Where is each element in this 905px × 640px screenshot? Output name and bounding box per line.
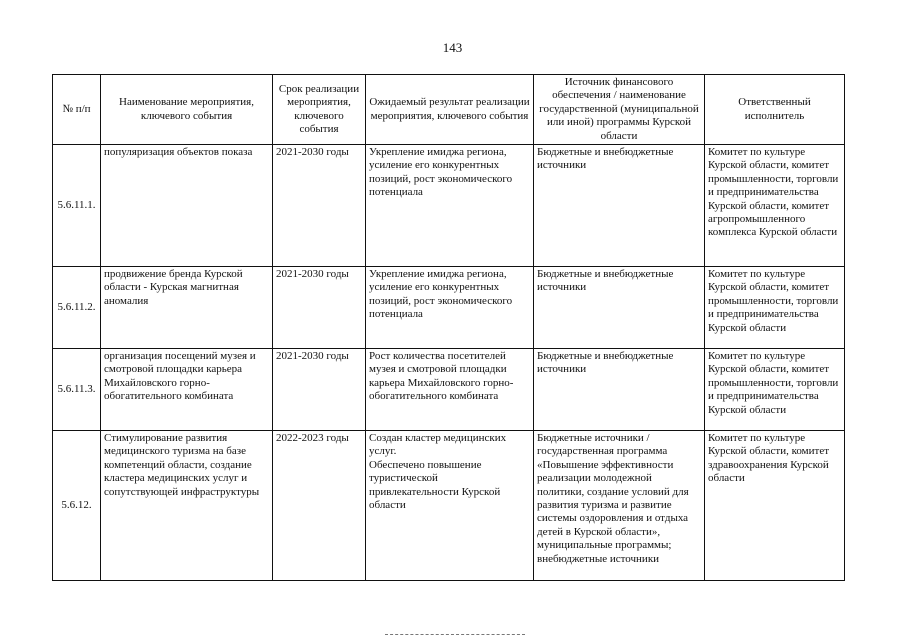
scan-artifact-line — [385, 634, 525, 637]
row-term: 2022-2023 годы — [273, 431, 366, 581]
header-source: Источник финансового обеспечения / наименование государственной (муниципальной или иной) программы Курской области — [534, 75, 705, 145]
row-term: 2021-2030 годы — [273, 349, 366, 431]
row-number: 5.6.11.3. — [53, 349, 101, 431]
row-source: Бюджетные и внебюджетные источники — [534, 349, 705, 431]
row-result: Создан кластер медицинских услуг. Обеспечено повышение туристической привлекательности Курской области — [366, 431, 534, 581]
row-executor: Комитет по культуре Курской области, комитет промышленности, торговли и предпринимательства Курской области, комитет агропромышленного комплекса Курской области — [705, 145, 845, 267]
row-executor: Комитет по культуре Курской области, комитет здравоохранения Курской области — [705, 431, 845, 581]
row-number: 5.6.12. — [53, 431, 101, 581]
page-number: 143 — [442, 40, 463, 55]
row-number: 5.6.11.1. — [53, 145, 101, 267]
header-term: Срок реализации мероприятия, ключевого события — [273, 75, 366, 145]
header-name: Наименование мероприятия, ключевого события — [101, 75, 273, 145]
row-result: Рост количества посетителей музея и смотровой площадки карьера Михайловского горно-обогатительного комбината — [366, 349, 534, 431]
table-row — [53, 267, 845, 349]
row-number: 5.6.11.2. — [53, 267, 101, 349]
row-term: 2021-2030 годы — [273, 267, 366, 349]
row-executor: Комитет по культуре Курской области, комитет промышленности, торговли и предпринимательства Курской области — [705, 267, 845, 349]
header-result: Ожидаемый результат реализации мероприятия, ключевого события — [366, 75, 534, 145]
row-name: организация посещений музея и смотровой площадки карьера Михайловского горно-обогатительного комбината — [101, 349, 273, 431]
table-row — [53, 145, 845, 267]
table-header-row — [53, 75, 845, 145]
row-name: продвижение бренда Курской области - Курская магнитная аномалия — [101, 267, 273, 349]
measures-table — [52, 74, 845, 581]
row-executor: Комитет по культуре Курской области, комитет промышленности, торговли и предпринимательства Курской области — [705, 349, 845, 431]
row-name: популяризация объектов показа — [101, 145, 273, 267]
header-number: № п/п — [53, 75, 101, 145]
header-executor: Ответственный исполнитель — [705, 75, 845, 145]
table-row — [53, 349, 845, 431]
row-name: Стимулирование развития медицинского туризма на базе компетенций области, создание кластера медицинских услуг и сопутствующей инфраструктуры — [101, 431, 273, 581]
row-result: Укрепление имиджа региона, усиление его конкурентных позиций, рост экономического потенциала — [366, 145, 534, 267]
row-term: 2021-2030 годы — [273, 145, 366, 267]
row-source: Бюджетные и внебюджетные источники — [534, 267, 705, 349]
table-row — [53, 431, 845, 581]
row-source: Бюджетные и внебюджетные источники — [534, 145, 705, 267]
row-result: Укрепление имиджа региона, усиление его конкурентных позиций, рост экономического потенциала — [366, 267, 534, 349]
row-source: Бюджетные источники / государственная программа «Повышение эффективности реализации молодежной политики, создание условий для развития туризма и развитие системы оздоровления и отдыха детей в Курской области», муниципальные программы; внебюджетные источники — [534, 431, 705, 581]
